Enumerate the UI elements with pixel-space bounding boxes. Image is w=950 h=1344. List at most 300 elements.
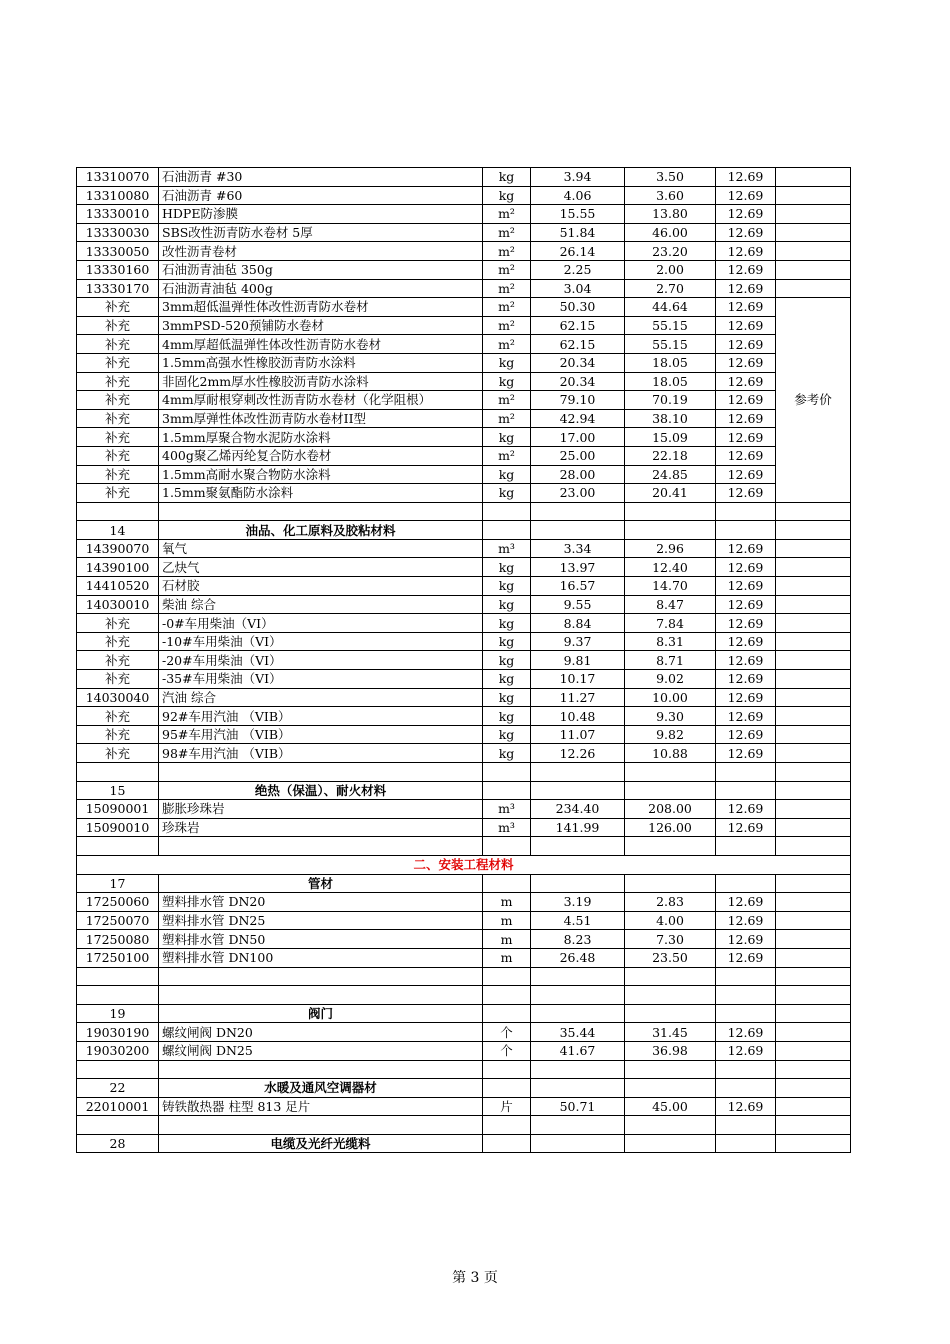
empty-cell — [531, 1116, 625, 1135]
item-code: 19030190 — [77, 1023, 159, 1042]
item-unit: kg — [483, 688, 531, 707]
item-price: 3.50 — [625, 168, 716, 187]
item-price: 10.00 — [625, 688, 716, 707]
item-unit: kg — [483, 670, 531, 689]
category-name: 阀门 — [159, 1004, 483, 1023]
empty-cell — [625, 1116, 716, 1135]
item-name: SBS改性沥青防水卷材 5厚 — [159, 223, 483, 242]
item-rate: 12.69 — [716, 558, 776, 577]
item-name: 珍珠岩 — [159, 818, 483, 837]
item-rate: 12.69 — [716, 818, 776, 837]
item-price-tax: 62.15 — [531, 335, 625, 354]
item-price: 7.30 — [625, 930, 716, 949]
item-code: 补充 — [77, 391, 159, 410]
item-unit: kg — [483, 725, 531, 744]
item-rate: 12.69 — [716, 465, 776, 484]
table-row — [77, 316, 851, 335]
item-unit: m — [483, 930, 531, 949]
item-price: 45.00 — [625, 1097, 716, 1116]
item-rate: 12.69 — [716, 744, 776, 763]
category-name: 水暖及通风空调器材 — [159, 1079, 483, 1098]
item-price: 4.00 — [625, 911, 716, 930]
item-rate: 12.69 — [716, 372, 776, 391]
table-row — [77, 725, 851, 744]
item-code: 17250080 — [77, 930, 159, 949]
item-price: 24.85 — [625, 465, 716, 484]
table-row — [77, 930, 851, 949]
item-note — [776, 577, 851, 596]
item-rate: 12.69 — [716, 577, 776, 596]
item-unit: m³ — [483, 800, 531, 819]
table-row — [77, 539, 851, 558]
empty-cell — [483, 874, 531, 893]
item-price-tax: 9.37 — [531, 632, 625, 651]
category-code: 17 — [77, 874, 159, 893]
item-price: 2.96 — [625, 539, 716, 558]
item-name: 塑料排水管 DN25 — [159, 911, 483, 930]
empty-cell — [716, 1134, 776, 1153]
item-name: 1.5mm聚氨酯防水涂料 — [159, 484, 483, 503]
category-row — [77, 1079, 851, 1098]
item-name: 石材胶 — [159, 577, 483, 596]
item-note — [776, 725, 851, 744]
item-price: 2.83 — [625, 893, 716, 912]
item-note — [776, 205, 851, 224]
item-code: 22010001 — [77, 1097, 159, 1116]
item-name: 92#车用汽油 （VIB） — [159, 707, 483, 726]
item-note — [776, 558, 851, 577]
item-price: 15.09 — [625, 428, 716, 447]
item-note — [776, 651, 851, 670]
item-price: 13.80 — [625, 205, 716, 224]
item-name: 氧气 — [159, 539, 483, 558]
table-row — [77, 800, 851, 819]
empty-cell — [531, 763, 625, 782]
item-code: 14390100 — [77, 558, 159, 577]
table-row — [77, 391, 851, 410]
empty-cell — [625, 967, 716, 986]
item-price-tax: 25.00 — [531, 446, 625, 465]
item-unit: kg — [483, 744, 531, 763]
empty-cell — [77, 1060, 159, 1079]
item-name: 98#车用汽油 （VIB） — [159, 744, 483, 763]
item-code: 补充 — [77, 670, 159, 689]
item-name: 石油沥青 #60 — [159, 186, 483, 205]
item-unit: kg — [483, 595, 531, 614]
item-rate: 12.69 — [716, 651, 776, 670]
item-rate: 12.69 — [716, 1097, 776, 1116]
empty-cell — [776, 1116, 851, 1135]
empty-cell — [716, 1079, 776, 1098]
empty-cell — [77, 1116, 159, 1135]
item-price-tax: 51.84 — [531, 223, 625, 242]
item-note — [776, 539, 851, 558]
item-price-tax: 11.27 — [531, 688, 625, 707]
item-code: 15090010 — [77, 818, 159, 837]
item-rate: 12.69 — [716, 168, 776, 187]
item-rate: 12.69 — [716, 1023, 776, 1042]
table-row — [77, 577, 851, 596]
category-code: 19 — [77, 1004, 159, 1023]
category-row — [77, 781, 851, 800]
item-name: 塑料排水管 DN50 — [159, 930, 483, 949]
item-unit: m² — [483, 279, 531, 298]
item-price-tax: 234.40 — [531, 800, 625, 819]
blank-row — [77, 502, 851, 521]
item-name: 3mmPSD-520预铺防水卷材 — [159, 316, 483, 335]
item-code: 补充 — [77, 409, 159, 428]
item-price-tax: 50.30 — [531, 298, 625, 317]
item-price-tax: 8.84 — [531, 614, 625, 633]
item-rate: 12.69 — [716, 484, 776, 503]
item-unit: 个 — [483, 1023, 531, 1042]
empty-cell — [483, 1060, 531, 1079]
item-code: 17250070 — [77, 911, 159, 930]
item-unit: kg — [483, 484, 531, 503]
item-price-tax: 35.44 — [531, 1023, 625, 1042]
item-price-tax: 20.34 — [531, 372, 625, 391]
item-rate: 12.69 — [716, 428, 776, 447]
item-price-tax: 26.48 — [531, 948, 625, 967]
empty-cell — [159, 967, 483, 986]
table-row — [77, 893, 851, 912]
category-code: 15 — [77, 781, 159, 800]
item-note — [776, 260, 851, 279]
empty-cell — [716, 1004, 776, 1023]
item-unit: m² — [483, 316, 531, 335]
empty-cell — [483, 781, 531, 800]
table-row — [77, 205, 851, 224]
table-row — [77, 223, 851, 242]
empty-cell — [716, 763, 776, 782]
page-footer: 第 3 页 — [452, 1270, 498, 1286]
empty-cell — [776, 1079, 851, 1098]
item-code: 13330010 — [77, 205, 159, 224]
item-price: 55.15 — [625, 316, 716, 335]
item-note — [776, 614, 851, 633]
empty-cell — [776, 1134, 851, 1153]
table-row — [77, 614, 851, 633]
item-price-tax: 3.94 — [531, 168, 625, 187]
item-code: 补充 — [77, 725, 159, 744]
item-price-tax: 9.55 — [531, 595, 625, 614]
item-price: 36.98 — [625, 1041, 716, 1060]
item-price: 10.88 — [625, 744, 716, 763]
empty-cell — [625, 1134, 716, 1153]
empty-cell — [483, 1004, 531, 1023]
category-row — [77, 874, 851, 893]
item-unit: kg — [483, 632, 531, 651]
item-code: 14410520 — [77, 577, 159, 596]
table-row — [77, 632, 851, 651]
item-price-tax: 3.34 — [531, 539, 625, 558]
empty-cell — [159, 763, 483, 782]
item-note — [776, 911, 851, 930]
item-name: 改性沥青卷材 — [159, 242, 483, 261]
item-price: 20.41 — [625, 484, 716, 503]
item-name: 石油沥青 #30 — [159, 168, 483, 187]
item-price-tax: 10.48 — [531, 707, 625, 726]
item-rate: 12.69 — [716, 632, 776, 651]
empty-cell — [531, 837, 625, 856]
item-price-tax: 17.00 — [531, 428, 625, 447]
item-name: 螺纹闸阀 DN20 — [159, 1023, 483, 1042]
item-unit: m — [483, 911, 531, 930]
empty-cell — [776, 837, 851, 856]
empty-cell — [776, 967, 851, 986]
item-note — [776, 744, 851, 763]
item-rate: 12.69 — [716, 298, 776, 317]
table-row — [77, 688, 851, 707]
item-note — [776, 948, 851, 967]
empty-cell — [483, 967, 531, 986]
table-row — [77, 353, 851, 372]
empty-cell — [716, 986, 776, 1005]
empty-cell — [77, 837, 159, 856]
item-name: 95#车用汽油 （VIB） — [159, 725, 483, 744]
item-price: 9.82 — [625, 725, 716, 744]
table-row — [77, 372, 851, 391]
empty-cell — [776, 502, 851, 521]
item-unit: m² — [483, 335, 531, 354]
item-code: 14030040 — [77, 688, 159, 707]
item-note — [776, 818, 851, 837]
item-rate: 12.69 — [716, 911, 776, 930]
category-name: 管材 — [159, 874, 483, 893]
item-price-tax: 4.06 — [531, 186, 625, 205]
item-price-tax: 10.17 — [531, 670, 625, 689]
item-price: 18.05 — [625, 353, 716, 372]
item-note — [776, 279, 851, 298]
item-name: -10#车用柴油（VI） — [159, 632, 483, 651]
item-price: 38.10 — [625, 409, 716, 428]
table-row — [77, 260, 851, 279]
empty-cell — [483, 837, 531, 856]
table-row — [77, 298, 851, 317]
item-price-tax: 42.94 — [531, 409, 625, 428]
item-name: 1.5mm高强水性橡胶沥青防水涂料 — [159, 353, 483, 372]
item-price-tax: 13.97 — [531, 558, 625, 577]
item-price-tax: 12.26 — [531, 744, 625, 763]
item-price: 31.45 — [625, 1023, 716, 1042]
empty-cell — [159, 986, 483, 1005]
item-unit: m³ — [483, 539, 531, 558]
item-name: -35#车用柴油（VI） — [159, 670, 483, 689]
table-row — [77, 595, 851, 614]
item-code: 14030010 — [77, 595, 159, 614]
section-row — [77, 855, 851, 874]
item-name: -20#车用柴油（VI） — [159, 651, 483, 670]
item-rate: 12.69 — [716, 279, 776, 298]
item-name: 铸铁散热器 柱型 813 足片 — [159, 1097, 483, 1116]
empty-cell — [776, 781, 851, 800]
empty-cell — [531, 1004, 625, 1023]
empty-cell — [483, 521, 531, 540]
item-unit: kg — [483, 577, 531, 596]
empty-cell — [776, 763, 851, 782]
item-name: HDPE防渗膜 — [159, 205, 483, 224]
table-row — [77, 484, 851, 503]
item-rate: 12.69 — [716, 205, 776, 224]
item-name: 4mm厚耐根穿刺改性沥青防水卷材（化学阻根） — [159, 391, 483, 410]
empty-cell — [625, 521, 716, 540]
item-code: 补充 — [77, 316, 159, 335]
item-price: 7.84 — [625, 614, 716, 633]
empty-cell — [77, 502, 159, 521]
item-note — [776, 168, 851, 187]
empty-cell — [531, 1079, 625, 1098]
reference-price-note: 参考价 — [776, 298, 851, 503]
item-note — [776, 670, 851, 689]
item-rate: 12.69 — [716, 260, 776, 279]
item-unit: kg — [483, 353, 531, 372]
empty-cell — [776, 874, 851, 893]
item-name: 汽油 综合 — [159, 688, 483, 707]
item-price: 14.70 — [625, 577, 716, 596]
table-row — [77, 465, 851, 484]
item-name: 石油沥青油毡 350g — [159, 260, 483, 279]
item-price-tax: 8.23 — [531, 930, 625, 949]
item-rate: 12.69 — [716, 539, 776, 558]
item-price-tax: 15.55 — [531, 205, 625, 224]
item-note — [776, 800, 851, 819]
item-unit: m² — [483, 260, 531, 279]
empty-cell — [531, 967, 625, 986]
blank-row — [77, 837, 851, 856]
item-code: 补充 — [77, 298, 159, 317]
item-code: 补充 — [77, 614, 159, 633]
empty-cell — [77, 967, 159, 986]
item-price-tax: 4.51 — [531, 911, 625, 930]
item-price-tax: 50.71 — [531, 1097, 625, 1116]
category-name: 绝热（保温）、耐火材料 — [159, 781, 483, 800]
item-price: 8.31 — [625, 632, 716, 651]
table-row — [77, 558, 851, 577]
item-code: 13330030 — [77, 223, 159, 242]
item-rate: 12.69 — [716, 614, 776, 633]
item-name: 柴油 综合 — [159, 595, 483, 614]
item-name: 400g聚乙烯丙纶复合防水卷材 — [159, 446, 483, 465]
item-rate: 12.69 — [716, 223, 776, 242]
item-unit: m — [483, 893, 531, 912]
item-unit: m² — [483, 409, 531, 428]
empty-cell — [625, 763, 716, 782]
empty-cell — [159, 1116, 483, 1135]
item-rate: 12.69 — [716, 707, 776, 726]
item-price-tax: 141.99 — [531, 818, 625, 837]
empty-cell — [483, 763, 531, 782]
blank-row — [77, 1060, 851, 1079]
item-price: 8.71 — [625, 651, 716, 670]
section-title: 二、安装工程材料 — [77, 855, 851, 874]
item-name: 塑料排水管 DN20 — [159, 893, 483, 912]
table-row — [77, 1041, 851, 1060]
item-rate: 12.69 — [716, 446, 776, 465]
item-unit: m — [483, 948, 531, 967]
item-note — [776, 1023, 851, 1042]
item-price: 44.64 — [625, 298, 716, 317]
item-unit: m² — [483, 298, 531, 317]
item-name: 3mm超低温弹性体改性沥青防水卷材 — [159, 298, 483, 317]
empty-cell — [716, 874, 776, 893]
item-note — [776, 595, 851, 614]
item-name: -0#车用柴油（VI） — [159, 614, 483, 633]
table-row — [77, 335, 851, 354]
empty-cell — [531, 874, 625, 893]
item-code: 补充 — [77, 632, 159, 651]
item-rate: 12.69 — [716, 893, 776, 912]
item-code: 补充 — [77, 484, 159, 503]
item-rate: 12.69 — [716, 335, 776, 354]
item-rate: 12.69 — [716, 186, 776, 205]
item-unit: 片 — [483, 1097, 531, 1116]
item-note — [776, 688, 851, 707]
item-code: 补充 — [77, 651, 159, 670]
item-code: 13310070 — [77, 168, 159, 187]
item-price-tax: 62.15 — [531, 316, 625, 335]
item-rate: 12.69 — [716, 688, 776, 707]
table-row — [77, 1023, 851, 1042]
empty-cell — [483, 1079, 531, 1098]
empty-cell — [77, 986, 159, 1005]
item-unit: kg — [483, 465, 531, 484]
item-price: 18.05 — [625, 372, 716, 391]
empty-cell — [776, 521, 851, 540]
table-row — [77, 446, 851, 465]
empty-cell — [483, 986, 531, 1005]
empty-cell — [531, 781, 625, 800]
item-price: 22.18 — [625, 446, 716, 465]
item-note — [776, 893, 851, 912]
item-code: 补充 — [77, 465, 159, 484]
empty-cell — [159, 837, 483, 856]
item-rate: 12.69 — [716, 353, 776, 372]
category-name: 电缆及光纤光缆料 — [159, 1134, 483, 1153]
category-code: 22 — [77, 1079, 159, 1098]
blank-row — [77, 986, 851, 1005]
table-row — [77, 186, 851, 205]
empty-cell — [483, 1116, 531, 1135]
empty-cell — [625, 874, 716, 893]
item-price: 9.02 — [625, 670, 716, 689]
category-name: 油品、化工原料及胶粘材料 — [159, 521, 483, 540]
item-price-tax: 2.25 — [531, 260, 625, 279]
item-price-tax: 11.07 — [531, 725, 625, 744]
item-unit: kg — [483, 428, 531, 447]
item-price-tax: 3.19 — [531, 893, 625, 912]
item-rate: 12.69 — [716, 930, 776, 949]
item-unit: kg — [483, 168, 531, 187]
item-unit: m³ — [483, 818, 531, 837]
item-price: 23.20 — [625, 242, 716, 261]
category-code: 28 — [77, 1134, 159, 1153]
item-code: 补充 — [77, 428, 159, 447]
item-code: 补充 — [77, 744, 159, 763]
empty-cell — [531, 1060, 625, 1079]
empty-cell — [776, 986, 851, 1005]
item-note — [776, 707, 851, 726]
empty-cell — [483, 502, 531, 521]
item-price-tax: 26.14 — [531, 242, 625, 261]
table-row — [77, 744, 851, 763]
empty-cell — [531, 986, 625, 1005]
item-note — [776, 242, 851, 261]
empty-cell — [716, 837, 776, 856]
item-price: 12.40 — [625, 558, 716, 577]
empty-cell — [625, 502, 716, 521]
blank-row — [77, 1116, 851, 1135]
item-price-tax: 79.10 — [531, 391, 625, 410]
